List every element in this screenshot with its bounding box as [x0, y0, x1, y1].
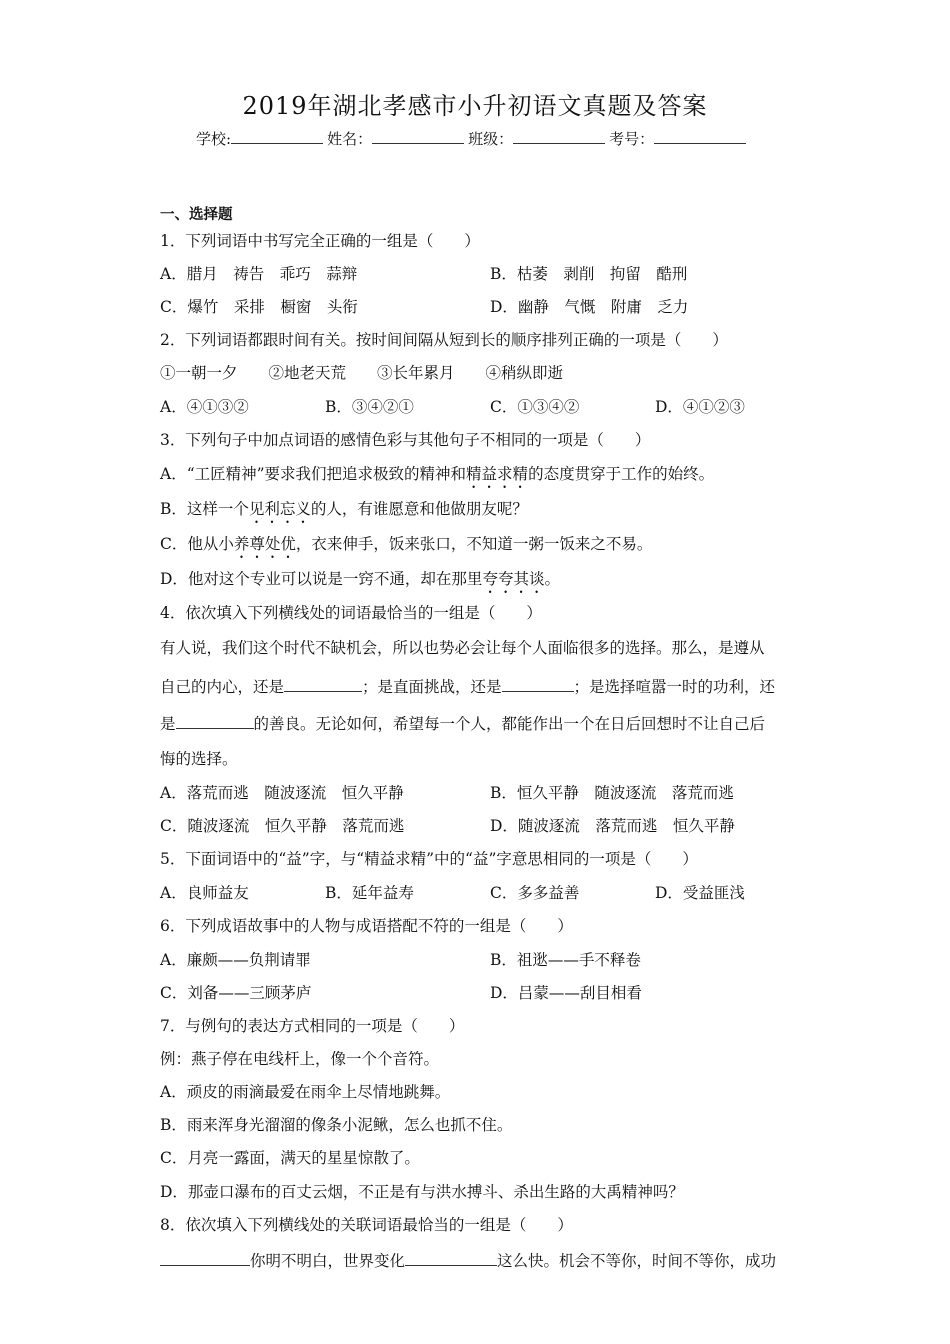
q3-d-text: D．他对这个专业可以说是一窍不通，却在那里 — [160, 570, 483, 588]
q4-blank-3[interactable] — [176, 714, 254, 729]
q3-option-c[interactable] — [160, 532, 652, 562]
q6-stem: 6．下列成语故事中的人物与成语搭配不符的一组是（ ） — [160, 917, 573, 935]
q6-option-c[interactable]: C．刘备——三顾茅庐 — [160, 984, 312, 1002]
q1-option-b[interactable]: B．枯萎 剥削 拘留 酷刑 — [490, 265, 688, 283]
q8-text: 这么快。机会不等你，时间不等你，成功 — [497, 1252, 777, 1270]
q7-example: 例：燕子停在电线杆上，像一个个音符。 — [160, 1050, 440, 1068]
q8-text: 你明不明白，世界变化 — [250, 1252, 406, 1270]
q4-text: 自己的内心，还是 — [160, 678, 285, 696]
q1-option-d[interactable]: D．幽静 气慨 附庸 乏力 — [490, 298, 689, 316]
exam-no-label: 考号： — [609, 130, 655, 148]
q5-option-a[interactable]: A．良师益友 — [160, 884, 249, 902]
q6-option-d[interactable]: D．吕蒙——刮目相看 — [490, 984, 642, 1002]
q6-option-b[interactable]: B．祖逖——手不释卷 — [490, 951, 641, 969]
q3-option-b[interactable] — [160, 497, 528, 527]
q5-option-b[interactable]: B．延年益寿 — [325, 884, 414, 902]
q4-option-d[interactable]: D．随波逐流 落荒而逃 恒久平静 — [490, 817, 735, 835]
q3-d-dotted-word: 夸夸其谈 — [482, 570, 545, 588]
q2-items: ①一朝一夕 ②地老天荒 ③长年累月 ④稍纵即逝 — [160, 364, 564, 382]
q2-option-d[interactable]: D．④①②③ — [655, 398, 745, 416]
q4-text: ；是直面挑战，还是 — [362, 678, 502, 696]
q3-option-a[interactable] — [160, 462, 714, 492]
q3-a-text-end: 的态度贯穿于工作的始终。 — [528, 465, 715, 483]
q7-option-a[interactable]: A．顽皮的雨滴最爱在雨伞上尽情地跳舞。 — [160, 1083, 451, 1101]
q7-option-d[interactable]: D．那壶口瀑布的百丈云烟，不正是有与洪水搏斗、杀出生路的大禹精神吗？ — [160, 1183, 684, 1201]
class-label: 班级： — [468, 130, 514, 148]
q4-passage-line4: 悔的选择。 — [160, 750, 238, 768]
q4-text: 的善良。无论如何，希望每一个人，都能作出一个在日后回想时不让自己后 — [253, 715, 766, 733]
q5-option-c[interactable]: C．多多益善 — [490, 884, 580, 902]
q2-option-a[interactable]: A．④①③② — [160, 398, 249, 416]
q1-option-a[interactable]: A．腊月 祷告 乖巧 蒜辩 — [160, 265, 358, 283]
q4-text: 是 — [160, 715, 176, 733]
q3-b-text-end: 的人，有谁愿意和他做朋友呢？ — [310, 500, 528, 518]
q7-stem: 7．与例句的表达方式相同的一项是（ ） — [160, 1017, 465, 1035]
q1-stem: 1．下列词语中书写完全正确的一组是（ ） — [160, 232, 480, 250]
q4-passage-line1: 有人说，我们这个时代不缺机会，所以也势必会让每个人面临很多的选择。那么，是遵从 — [160, 639, 765, 657]
name-label: 姓名： — [327, 130, 373, 148]
q4-blank-1[interactable] — [284, 677, 362, 692]
q3-a-text: A．“工匠精神”要求我们把追求极致的精神和 — [160, 465, 467, 483]
q3-stem: 3．下列句子中加点词语的感情色彩与其他句子不相同的一项是（ ） — [160, 431, 651, 449]
q2-option-c[interactable]: C．①③④② — [490, 398, 580, 416]
q8-stem: 8．依次填入下列横线处的关联词语最恰当的一组是（ ） — [160, 1216, 573, 1234]
school-label: 学校: — [196, 130, 232, 148]
q3-b-text: B．这样一个 — [160, 500, 249, 518]
q8-blank-1[interactable] — [160, 1251, 250, 1266]
q3-a-dotted-word: 精益求精 — [466, 465, 529, 483]
school-blank[interactable] — [231, 129, 323, 144]
q1-option-c[interactable]: C．爆竹 采排 橱窗 头衔 — [160, 298, 358, 316]
q4-option-c[interactable]: C．随波逐流 恒久平静 落荒而逃 — [160, 817, 405, 835]
q3-c-text: C．他从小 — [160, 535, 234, 553]
section-heading: 一、选择题 — [160, 207, 233, 223]
name-blank[interactable] — [372, 129, 464, 144]
q7-option-b[interactable]: B．雨来浑身光溜溜的像条小泥鳅，怎么也抓不住。 — [160, 1116, 513, 1134]
q4-passage-line2 — [160, 675, 775, 697]
q4-option-a[interactable]: A．落荒而逃 随波逐流 恒久平静 — [160, 784, 404, 802]
q3-c-dotted-word: 养尊处优 — [233, 535, 296, 553]
q6-option-a[interactable]: A．廉颇——负荆请罪 — [160, 951, 311, 969]
q7-option-c[interactable]: C．月亮一露面，满天的星星惊散了。 — [160, 1149, 420, 1167]
q3-c-text-end: ，衣来伸手，饭来张口，不知道一粥一饭来之不易。 — [295, 535, 653, 553]
class-blank[interactable] — [513, 129, 605, 144]
student-info-row — [196, 128, 750, 149]
q2-stem: 2．下列词语都跟时间有关。按时间间隔从短到长的顺序排列正确的一项是（ ） — [160, 331, 728, 349]
q4-option-b[interactable]: B．恒久平静 随波逐流 落荒而逃 — [490, 784, 734, 802]
q3-option-d[interactable] — [160, 567, 560, 597]
q8-passage-line1 — [160, 1249, 776, 1271]
q4-stem: 4．依次填入下列横线处的词语最恰当的一组是（ ） — [160, 604, 542, 622]
q8-blank-2[interactable] — [405, 1251, 497, 1266]
q4-passage-line3 — [160, 712, 765, 734]
q5-stem: 5．下面词语中的“益”字，与“精益求精”中的“益”字意思相同的一项是（ ） — [160, 850, 698, 868]
q5-option-d[interactable]: D．受益匪浅 — [655, 884, 745, 902]
q4-text: ；是选择喧嚣一时的功利，还 — [573, 678, 776, 696]
q4-blank-2[interactable] — [502, 677, 574, 692]
q3-b-dotted-word: 见利忘义 — [248, 500, 311, 518]
q2-option-b[interactable]: B．③④②① — [325, 398, 414, 416]
q1-options-row1 — [160, 262, 357, 284]
q3-d-text-end: 。 — [544, 570, 560, 588]
page-title: 2019年湖北孝感市小升初语文真题及答案 — [242, 92, 708, 120]
exam-no-blank[interactable] — [654, 129, 746, 144]
